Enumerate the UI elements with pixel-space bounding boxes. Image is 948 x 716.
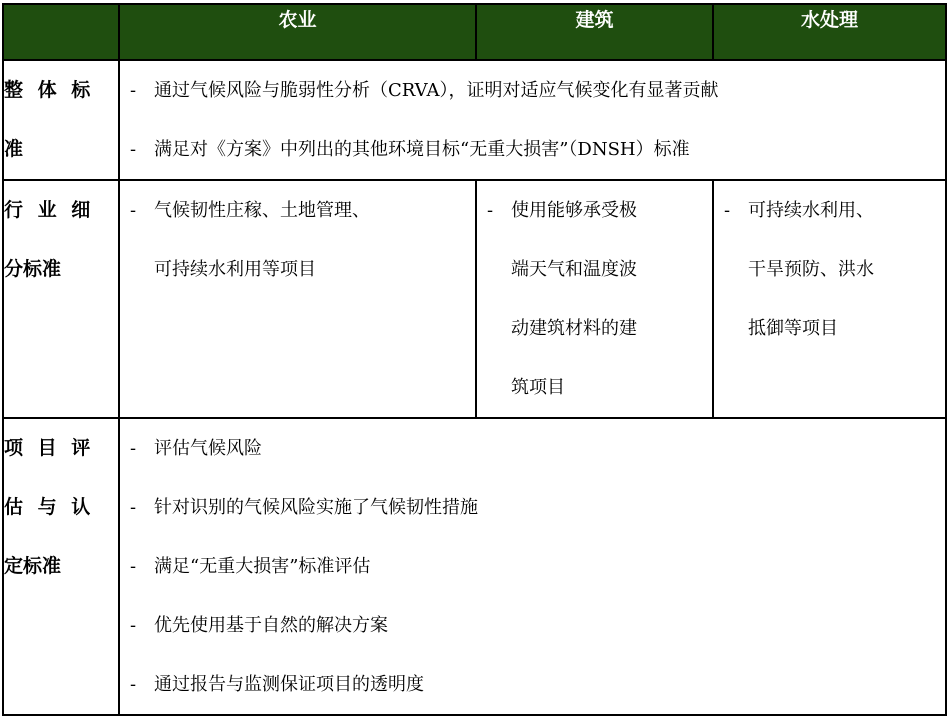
header-row — [3, 4, 946, 60]
overall-label-line-2: 准 — [4, 138, 24, 160]
criteria-table — [2, 3, 947, 716]
overall-label-line-1: 整 体 标 — [4, 79, 95, 101]
construction-line-1: 使用能够承受极 — [511, 200, 637, 221]
construction-line-4: 筑项目 — [511, 377, 565, 398]
list-item — [120, 419, 945, 478]
overall-criteria-label — [3, 60, 119, 180]
evaluation-criteria-row — [3, 418, 946, 715]
header-construction: 建筑 — [476, 4, 713, 60]
bullet-dash: - — [724, 200, 731, 221]
list-item — [120, 596, 945, 655]
list-item — [120, 537, 945, 596]
overall-item-1: 通过气候风险与脆弱性分析（CRVA），证明对适应气候变化有显著贡献 — [154, 80, 719, 101]
evaluation-label-line-1: 项 目 评 — [4, 437, 95, 459]
list-item — [120, 61, 945, 120]
bullet-dash: - — [487, 200, 494, 221]
evaluation-item-2: 针对识别的气候风险实施了气候韧性措施 — [154, 497, 478, 518]
bullet-dash: - — [130, 438, 137, 459]
evaluation-criteria-content — [119, 418, 946, 715]
sector-label-line-1: 行 业 细 — [4, 199, 95, 221]
header-agriculture: 农业 — [119, 4, 476, 60]
header-water: 水处理 — [713, 4, 946, 60]
bullet-dash: - — [130, 200, 137, 221]
list-item — [477, 181, 712, 417]
evaluation-item-4: 优先使用基于自然的解决方案 — [154, 615, 388, 636]
overall-criteria-row — [3, 60, 946, 180]
agriculture-line-2: 可持续水利用等项目 — [154, 259, 316, 280]
bullet-dash: - — [130, 615, 137, 636]
evaluation-item-3: 满足“无重大损害”标准评估 — [154, 556, 371, 577]
evaluation-label-line-2: 估 与 认 — [4, 496, 95, 518]
overall-item-2: 满足对《方案》中列出的其他环境目标“无重大损害”（DNSH）标准 — [154, 139, 690, 160]
list-item — [120, 120, 945, 179]
header-corner-cell — [3, 4, 119, 60]
sector-criteria-row — [3, 180, 946, 418]
sector-label-line-2: 分标准 — [4, 258, 62, 280]
list-item — [120, 478, 945, 537]
construction-line-3: 动建筑材料的建 — [511, 318, 637, 339]
evaluation-item-5: 通过报告与监测保证项目的透明度 — [154, 674, 424, 695]
bullet-dash: - — [130, 674, 137, 695]
list-item — [120, 181, 475, 299]
construction-line-2: 端天气和温度波 — [511, 259, 637, 280]
bullet-dash: - — [130, 556, 137, 577]
water-line-3: 抵御等项目 — [748, 318, 838, 339]
evaluation-item-1: 评估气候风险 — [154, 438, 262, 459]
bullet-dash: - — [130, 80, 137, 101]
list-item — [120, 655, 945, 714]
list-item — [714, 181, 945, 358]
sector-water-cell — [713, 180, 946, 418]
bullet-dash: - — [130, 139, 137, 160]
sector-construction-cell — [476, 180, 713, 418]
bullet-dash: - — [130, 497, 137, 518]
overall-criteria-content — [119, 60, 946, 180]
evaluation-criteria-label — [3, 418, 119, 715]
agriculture-line-1: 气候韧性庄稼、土地管理、 — [154, 200, 370, 221]
water-line-1: 可持续水利用、 — [748, 200, 874, 221]
sector-agriculture-cell — [119, 180, 476, 418]
evaluation-label-line-3: 定标准 — [4, 555, 62, 577]
water-line-2: 干旱预防、洪水 — [748, 259, 874, 280]
sector-criteria-label — [3, 180, 119, 418]
